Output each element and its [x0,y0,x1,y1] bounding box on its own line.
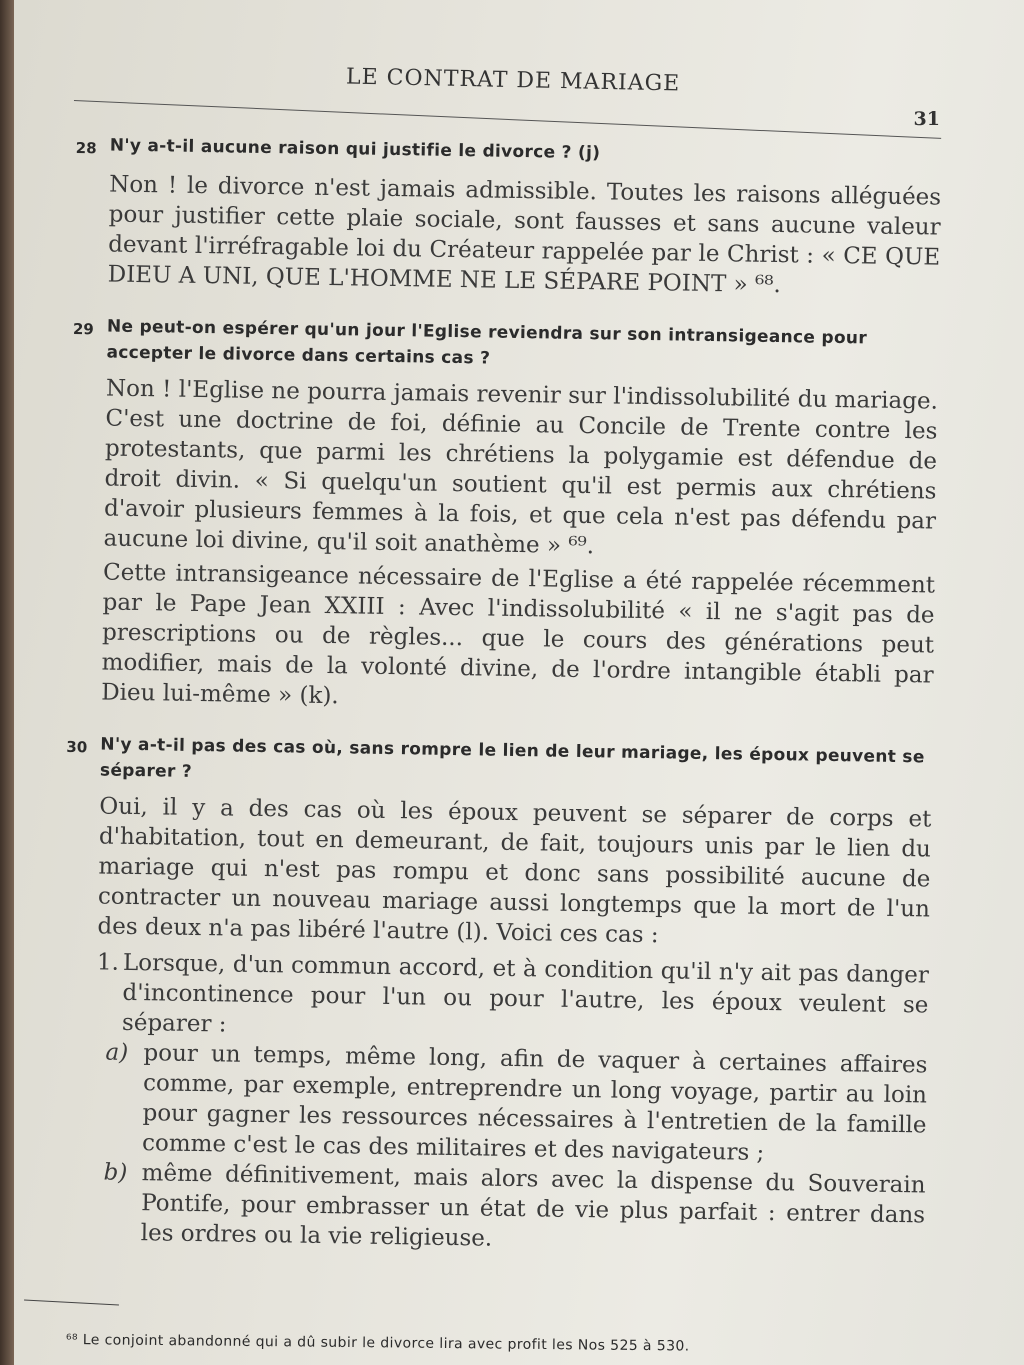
question-number: 28 [75,138,97,158]
question-text: N'y a-t-il pas des cas où, sans rompre le lien de leur mariage, les époux peuvent se séparer ? [99,734,925,782]
sub-list-item [104,1038,928,1171]
answer [108,170,942,303]
running-title: LE CONTRAT DE MARIAGE [345,64,681,97]
question-number: 29 [72,319,94,339]
answer [92,791,931,1260]
footnote: ⁶⁸ Le conjoint abandonné qui a dû subir le divorce lira avec profit les Nos 525 à 530. [65,1332,690,1355]
page-content [58,132,942,1284]
footnote-rule [24,1300,119,1306]
question-block-28 [74,132,942,303]
answer-paragraph: Non ! le divorce n'est jamais admissible. Toutes les raisons alléguées pour justifier cette plaie sociale, sont fausses et sans aucune valeur devant l'irréfragable loi du Créateur rappelée par le Christ : « CE QUE DIEU A UNI, QUE L'HOMME NE LE SÉPARE POINT » ⁶⁸. [107,171,942,299]
question-text: N'y a-t-il aucune raison qui justifie le divorce ? (j) [109,135,601,164]
question-number: 30 [66,737,88,757]
answer-paragraph: Non ! l'Eglise ne pourra jamais revenir sur l'indissolubilité du mariage. C'est une doctrine de foi, définie au Concile de Trente contre les protestants, que parmi les chrétiens la polygamie est défendue de droit divin. « Si quelqu'un soutient qu'il est permis aux chrétiens d'avoir plusieurs femmes à la fois, et que cela n'est pas défendu par aucune loi divine, qu'il soit anathème » ⁶⁹. [103,375,939,560]
list-item-text: Lorsque, d'un commun accord, et à condition qu'il n'y ait pas danger d'incontinence pour l'un ou pour l'autre, les époux veulent se séparer : [121,949,930,1038]
question-heading [72,313,939,379]
question-block-30 [58,731,932,1261]
sub-list-item [102,1158,925,1261]
list-item-number: 1. [96,949,120,976]
case-list [92,947,929,1260]
sub-item-text: pour un temps, même long, afin de vaquer à certaines affaires comme, par exemple, entreprendre un long voyage, partir au loin pour gagner les ressources nécessaires à l'entretien de la famille comme c'est le cas des militaires et des navigateurs ; [141,1040,928,1166]
book-spine [0,0,14,1365]
book-page [14,0,1024,1365]
list-item [96,947,929,1050]
answer-paragraph: Oui, il y a des cas où les époux peuvent se séparer de corps et d'habitation, tout en demeurant, de fait, toujours unis par le lien du mariage qui n'est pas rompu et donc sans possibilité aucune de contracter un nouveau mariage aussi longtemps que la mort de l'un des deux n'a pas libéré l'autre (l). Voici ces cas : [97,793,932,949]
answer-paragraph: Cette intransigeance nécessaire de l'Eglise a été rappelée récemment par le Pape Jean XXIII : Avec l'indissolubilité « il ne s'agit pas de prescriptions ou de règles... que le cours des générations peut modifier, mais de la volonté divine, de l'ordre intangible établi par Dieu lui-même » (k). [100,559,936,710]
page-header [54,62,944,130]
sub-item-letter: b) [103,1159,128,1186]
question-heading [76,132,942,175]
sub-item-letter: a) [105,1039,129,1066]
page-number: 31 [913,108,940,130]
question-text: Ne peut-on espérer qu'un jour l'Eglise reviendra sur son intransigeance pour accepter le divorce dans certains cas ? [106,316,868,369]
question-heading [66,731,933,797]
question-block-29 [67,313,939,721]
sub-item-text: même définitivement, mais alors avec la dispense du Souverain Pontife, pour embrasser un état de vie plus parfait : entrer dans les ordres ou la vie religieuse. [140,1160,926,1252]
answer [101,374,938,721]
